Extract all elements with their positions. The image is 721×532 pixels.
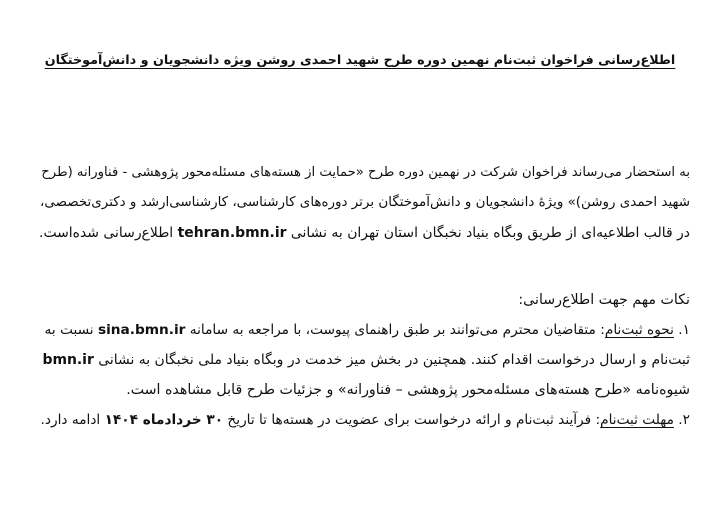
note-item-2-text-end: ادامه دارد. [40, 412, 105, 428]
intro-line-2: شهید احمدی روشن)» ویژۀ دانشجویان و دانش‌آموختگان برتر دوره‌های کارشناسی، کارشناسی‌ارشد و دکتری‌تخصصی، [40, 195, 690, 210]
bmn-site-link[interactable]: bmn.ir [42, 352, 94, 368]
note-item-2-number: ۲. [673, 412, 690, 428]
intro-paragraph [38, 158, 690, 248]
tehran-site-link[interactable]: tehran.bmn.ir [177, 225, 287, 241]
note-item-1-line-1 [38, 315, 690, 345]
note-item-2-text: : فرآیند ثبت‌نام و ارائه درخواست برای عضویت در هسته‌ها تا تاریخ [223, 412, 601, 428]
note-item-2-label: مهلت ثبت‌نام [600, 412, 674, 428]
intro-line-3-end: اطلاع‌رسانی شده‌است. [39, 225, 178, 241]
note-item-1-number: ۱. [673, 322, 690, 338]
intro-line-1: به استحضار می‌رساند فراخوان شرکت در نهمین دوره طرح «حمایت از هسته‌های مسئله‌محور پژوهشی - فناورانه (طرح [41, 165, 690, 180]
note-item-1-text-end: نسبت به [44, 322, 98, 338]
note-item-2 [38, 405, 690, 435]
note-item-1-line-2 [38, 345, 690, 375]
note-item-1-line-2-text: ثبت‌نام و ارسال درخواست اقدام کنند. همچنین در بخش میز خدمت در وبگاه بنیاد ملی نخبگان به نشانی [93, 352, 690, 368]
intro-line-3-start: در قالب اطلاعیه‌ای از طریق وبگاه بنیاد نخبگان استان تهران به نشانی [286, 225, 690, 241]
note-item-1-label: نحوه ثبت‌نام [604, 322, 674, 338]
notes-heading: نکات مهم جهت اطلاع‌رسانی: [518, 292, 690, 308]
document-title: اطلاع‌رسانی فراخوان ثبت‌نام نهمین دوره طرح شهید احمدی روشن ویژه دانشجویان و دانش‌آموختگان [44, 53, 676, 68]
note-item-1-text: : متقاضیان محترم می‌توانند بر طبق راهنمای پیوست، با مراجعه به سامانه [185, 322, 605, 338]
sina-site-link[interactable]: sina.bmn.ir [97, 322, 186, 338]
intro-line-3 [38, 218, 690, 248]
deadline-date: ۳۰ خرداد‌ماه ۱۴۰۴ [104, 412, 224, 428]
notes-section [38, 285, 690, 435]
note-item-1-line-3: شیوه‌نامه «طرح هسته‌های مسئله‌محور پژوهشی – فناورانه» و جزئیات طرح قابل مشاهده است. [126, 382, 690, 398]
